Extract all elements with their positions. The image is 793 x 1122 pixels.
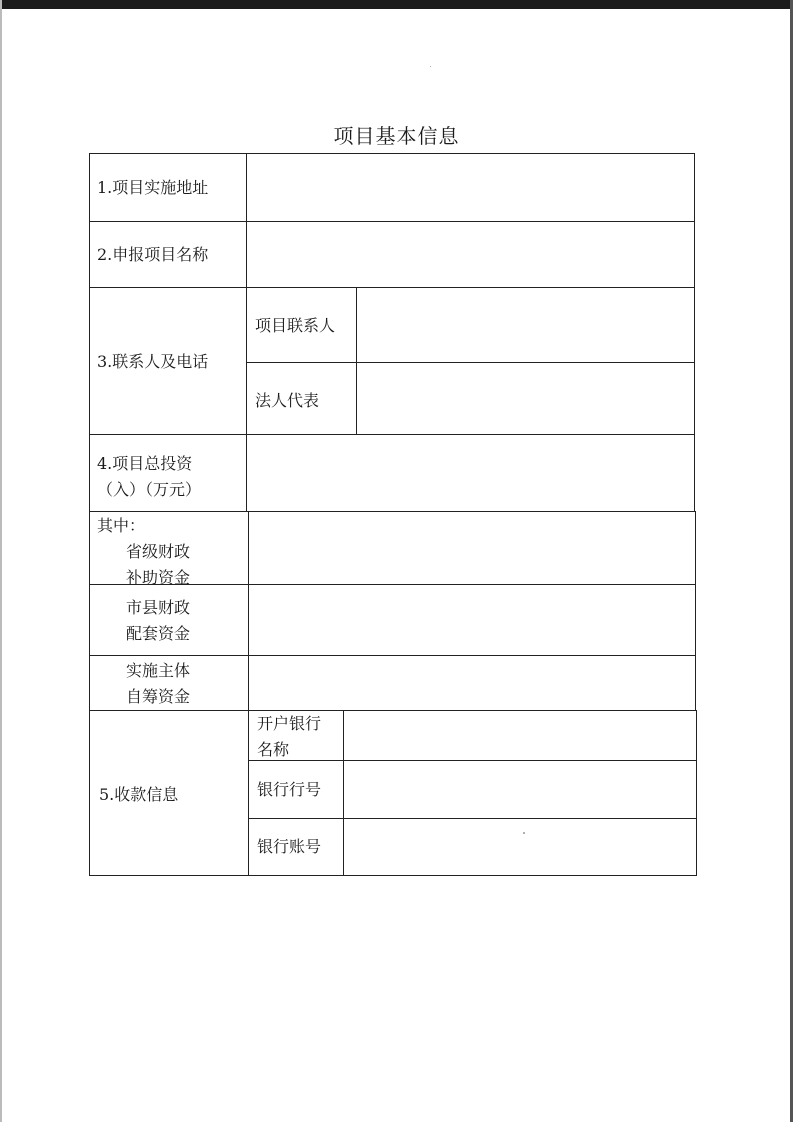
- row-divider: [90, 655, 696, 656]
- row-divider: [249, 818, 697, 819]
- table-border-right: [694, 153, 695, 511]
- table-border-right: [696, 710, 697, 876]
- total-investment-label: 4.项目总投资 （入）（万元）: [97, 454, 202, 499]
- project-name-label: 2.申报项目名称: [97, 245, 209, 264]
- column-divider: [246, 153, 247, 511]
- bank-account-label: 银行账号: [257, 837, 322, 856]
- address-label: 1.项目实施地址: [97, 178, 209, 197]
- page-title: 项目基本信息: [333, 124, 460, 148]
- table-border-left: [89, 153, 90, 876]
- column-divider: [343, 710, 344, 876]
- scan-speck: [523, 832, 525, 834]
- scan-edge-top: [0, 0, 793, 9]
- row-divider: [89, 434, 695, 435]
- table-border-top: [89, 153, 694, 154]
- table-border-right: [695, 511, 696, 710]
- self-raised-funds-label: 实施主体 自筹资金: [126, 661, 191, 706]
- contact-label: 3.联系人及电话: [97, 352, 209, 371]
- legal-representative-label: 法人代表: [255, 391, 320, 410]
- row-divider: [90, 710, 697, 711]
- row-divider: [89, 511, 695, 512]
- column-divider: [248, 511, 249, 876]
- bank-name-label: 开户银行 名称: [257, 714, 322, 759]
- scan-edge-left: [0, 0, 2, 1122]
- column-divider: [356, 287, 357, 434]
- contact-person-label: 项目联系人: [255, 316, 336, 335]
- provincial-subsidy-label: 其中： 省级财政 补助资金: [97, 516, 191, 587]
- scan-speck: [430, 66, 431, 67]
- row-divider: [247, 362, 694, 363]
- row-divider: [89, 221, 694, 222]
- bank-code-label: 银行行号: [257, 780, 322, 799]
- payment-info-label: 5.收款信息: [99, 785, 179, 804]
- row-divider: [89, 287, 694, 288]
- city-county-matching-label: 市县财政 配套资金: [126, 598, 191, 643]
- table-border-bottom: [90, 875, 697, 876]
